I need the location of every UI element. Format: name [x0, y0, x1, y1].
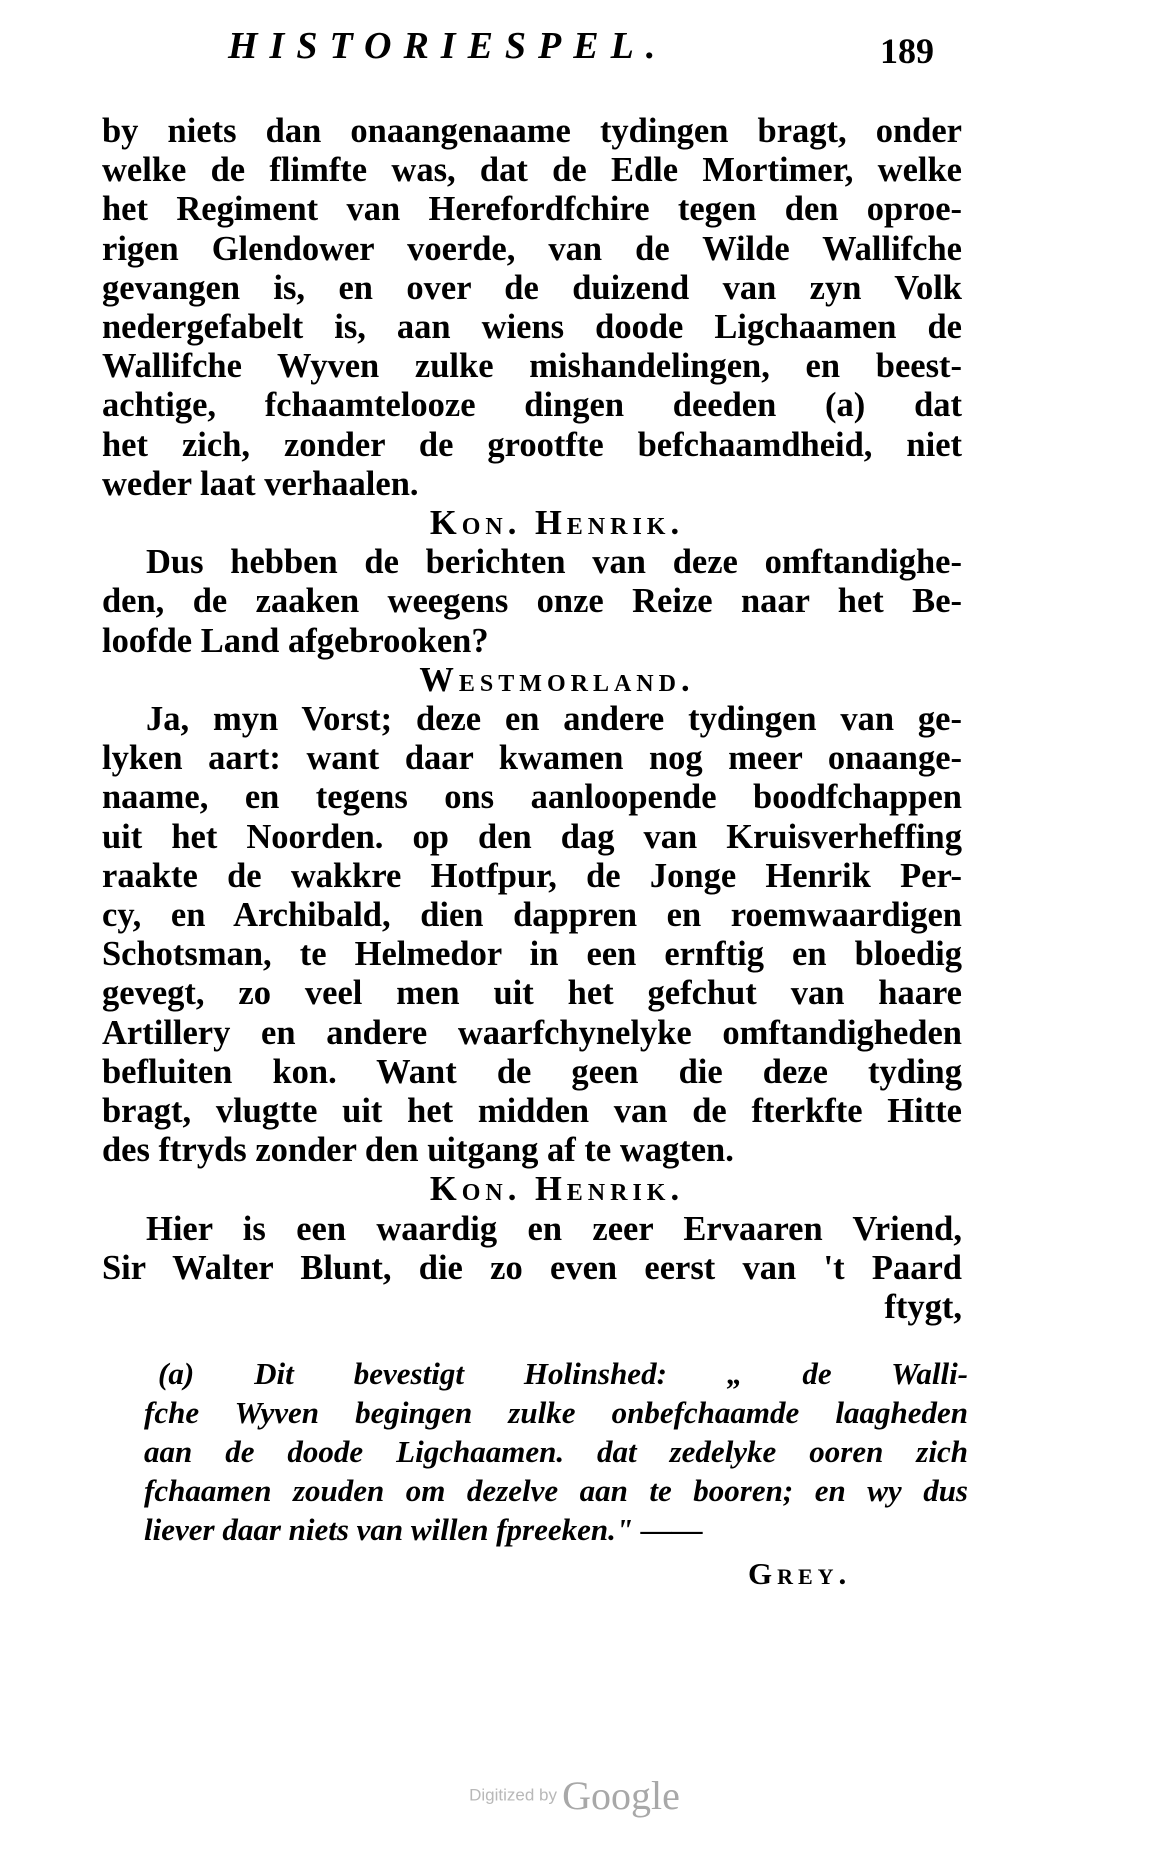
text-line: nedergefabelt is, aan wiens doode Ligchaamen de	[102, 308, 962, 347]
text-line: Ja, myn Vorst; deze en andere tydingen van ge-	[146, 700, 962, 739]
text-line: lyken aart: want daar kwamen nog meer onaange-	[102, 739, 962, 778]
speaker-name: Kon. Henrik.	[429, 504, 685, 543]
text-line: Sir Walter Blunt, die zo even eerst van 't Paard	[102, 1248, 962, 1287]
text-line: welke de flimfte was, dat de Edle Mortimer, welke	[102, 151, 962, 190]
text-line: loofde Land afgebrooken?	[102, 621, 489, 660]
catchword: ftygt,	[884, 1288, 962, 1327]
text-line: gevegt, zo veel men uit het gefchut van haare	[102, 974, 962, 1013]
text-line: raakte de wakkre Hotfpur, de Jonge Henrik Per-	[102, 856, 962, 895]
text-line: Artillery en andere waarfchynelyke omftandigheden	[102, 1013, 962, 1052]
speaker-name: Kon. Henrik.	[429, 1170, 685, 1209]
text-line: rigen Glendower voerde, van de Wilde Wallifche	[102, 229, 962, 268]
text-line: des ftryds zonder den uitgang af te wagten.	[102, 1131, 734, 1170]
watermark-prefix: Digitized by	[469, 1785, 557, 1805]
footnote	[144, 1354, 968, 1549]
footnote-signature: Grey.	[748, 1556, 852, 1591]
text-line: cy, en Archibald, dien dappren en roemwaardigen	[102, 896, 962, 935]
text-line: weder laat verhaalen.	[102, 464, 419, 503]
footnote-line: liever daar niets van willen fpreeken." ——	[144, 1512, 703, 1547]
text-line: het Regiment van Herefordfchire tegen den oproe-	[102, 190, 962, 229]
text-line: by niets dan onaangenaame tydingen bragt, onder	[102, 112, 962, 150]
page-number: 189	[880, 31, 934, 71]
text-line: Hier is een waardig en zeer Ervaaren Vriend,	[146, 1209, 962, 1248]
text-line: Wallifche Wyven zulke mishandelingen, en beest-	[102, 347, 962, 386]
text-line: den, de zaaken weegens onze Reize naar het Be-	[102, 582, 962, 621]
digitized-watermark	[0, 1772, 1149, 1819]
main-text	[102, 112, 962, 1327]
footnote-line: fchaamen zouden om dezelve aan te booren; en wy dus	[144, 1473, 968, 1508]
speaker-name: Westmorland.	[419, 660, 695, 699]
text-line: Schotsman, te Helmedor in een ernftig en bloedig	[102, 935, 962, 974]
watermark-brand: Google	[562, 1773, 680, 1818]
text-line: bragt, vlugtte uit het midden van de fterkfte Hitte	[102, 1092, 962, 1131]
text-line: Dus hebben de berichten van deze omftandighe-	[146, 543, 962, 582]
text-line: achtige, fchaamtelooze dingen deeden (a) dat	[102, 386, 962, 425]
text-line: naame, en tegens ons aanloopende boodfchappen	[102, 778, 962, 817]
running-title: HISTORIESPEL.	[228, 25, 668, 67]
footnote-line: fche Wyven begingen zulke onbefchaamde laagheden	[144, 1395, 968, 1430]
footnote-line: (a) Dit bevestigt Holinshed: „ de Walli-	[158, 1356, 968, 1391]
text-line: befluiten kon. Want de geen die deze tyding	[102, 1052, 962, 1091]
footnote-line: aan de doode Ligchaamen. dat zedelyke ooren zich	[144, 1434, 968, 1469]
text-line: gevangen is, en over de duizend van zyn Volk	[102, 268, 962, 307]
text-line: het zich, zonder de grootfte befchaamdheid, niet	[102, 425, 962, 464]
text-line: uit het Noorden. op den dag van Kruisverheffing	[102, 817, 962, 856]
